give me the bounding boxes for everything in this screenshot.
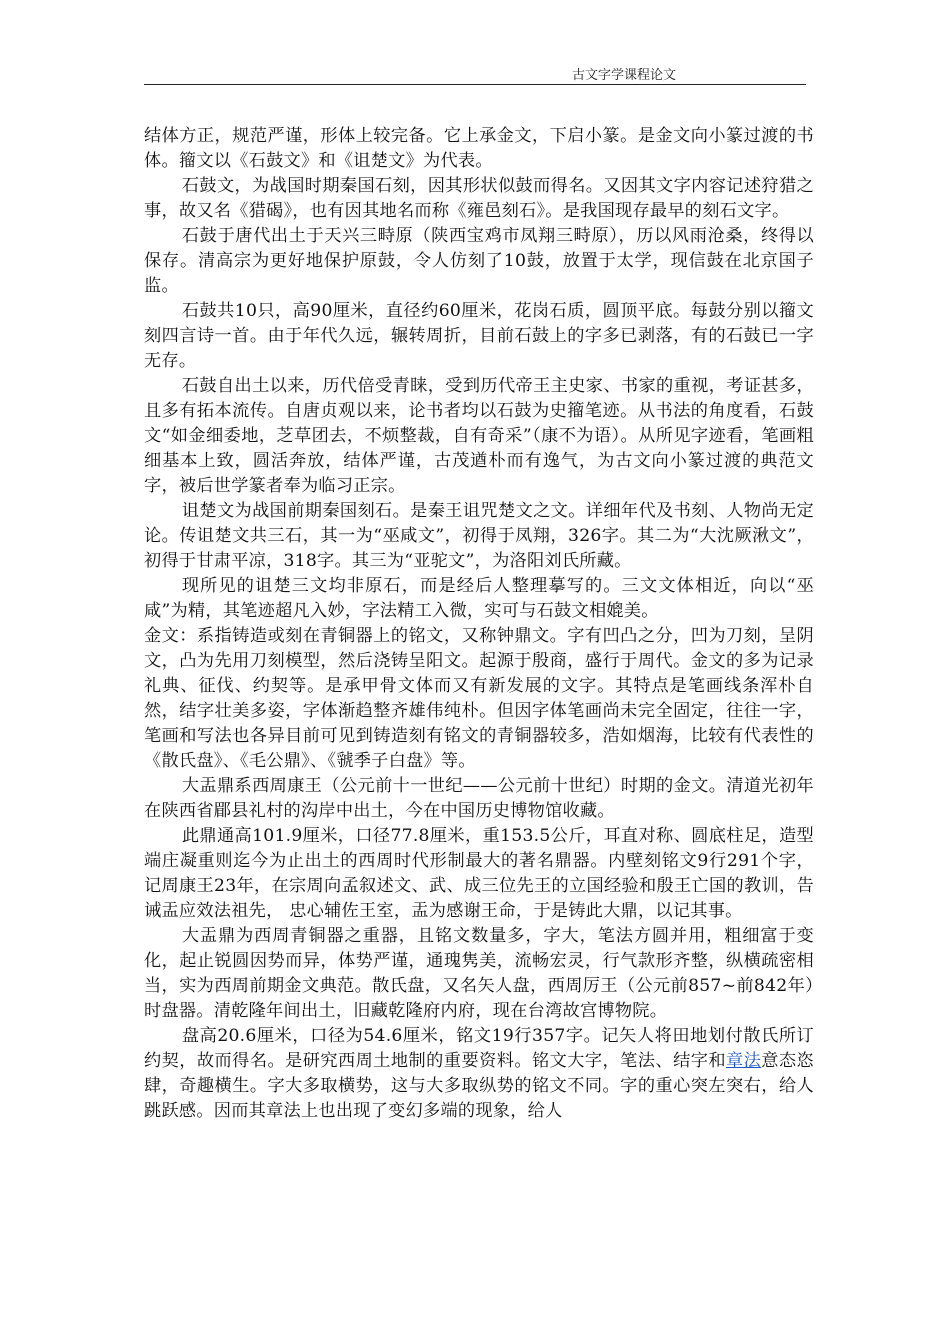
paragraph-with-link <box>144 1024 814 1124</box>
header-title: 古文字学课程论文 <box>571 68 676 83</box>
paragraph: 金文：系指铸造或刻在青铜器上的铭文，又称钟鼎文。字有凹凸之分，凹为刀刻，呈阴文，凸为先用刀刻模型，然后浇铸呈阳文。起源于殷商，盛行于周代。金文的多为记录礼典、征伐、约契等。是承甲骨文体而又有新发展的文字。其特点是笔画线条浑朴自然，结字壮美多姿，字体渐趋整齐雄伟纯朴。但因字体笔画尚未完全固定，往往一字，笔画和写法也各异目前可见到铸造刻有铭文的青铜器较多，浩如烟海，比较有代表性的《散氏盘》、《毛公鼎》、《虢季子白盘》等。 <box>144 626 814 771</box>
zhangfa-link[interactable]: 章法 <box>725 1051 762 1071</box>
paragraph: 石鼓自出土以来，历代倍受青睐，受到历代帝王主史家、书家的重视，考证甚多，且多有拓本流传。自唐贞观以来，论书者均以石鼓为史籀笔迹。从书法的角度看，石鼓文“如金细委地，芝草团去，不烦整裁，自有奇采”（康不为语）。从所见字迹看，笔画粗细基本上致，圆活奔放，结体严谨，古茂遒朴而有逸气，为古文向小篆过渡的典范文字，被后世学篆者奉为临习正宗。 <box>144 376 814 496</box>
paragraph-text: 意态恣肆，奇趣横生。字大多取横势，这与大多取纵势的铭文不同。字的重心突左突右，给人跳跃感。因而其章法上也出现了变幻多端的现象，给人 <box>144 1051 814 1121</box>
paragraph: 大盂鼎系西周康王（公元前十一世纪——公元前十世纪）时期的金文。清道光初年在陕西省郿县礼村的沟岸中出土，今在中国历史博物馆收藏。 <box>144 776 814 821</box>
paragraph: 石鼓共10只，高90厘米，直径约60厘米，花岗石质，圆顶平底。每鼓分别以籀文刻四言诗一首。由于年代久远，辗转周折，目前石鼓上的字多已剥落，有的石鼓已一字无存。 <box>144 301 814 371</box>
paragraph: 大盂鼎为西周青铜器之重器，且铭文数量多，字大，笔法方圆并用，粗细富于变化，起止锐圆因势而异，体势严谨，通瑰隽美，流畅宏灵，行气款形齐整，纵横疏密相当，实为西周前期金文典范。散氏盘，又名矢人盘，西周厉王（公元前857~前842年）时盘器。清乾隆年间出土，旧藏乾隆府内府，现在台湾故宫博物院。 <box>144 926 814 1021</box>
page-header <box>144 62 806 85</box>
paragraph: 现所见的诅楚三文均非原石，而是经后人整理摹写的。三文文体相近，向以“巫咸”为精，其笔迹超凡入妙，字法精工入微，实可与石鼓文相媲美。 <box>144 576 814 621</box>
paragraph: 结体方正，规范严谨，形体上较完备。它上承金文，下启小篆。是金文向小篆过渡的书体。籀文以《石鼓文》和《诅楚文》为代表。 <box>144 126 814 171</box>
paragraph: 石鼓文，为战国时期秦国石刻，因其形状似鼓而得名。又因其文字内容记述狩猎之事，故又名《猎碣》，也有因其地名而称《雍邑刻石》。是我国现存最早的刻石文字。 <box>144 176 814 221</box>
paragraph: 此鼎通高101.9厘米，口径77.8厘米，重153.5公斤，耳直对称、圆底柱足，造型端庄凝重则迄今为止出土的西周时代形制最大的著名鼎器。内壁刻铭文9行291个字，记周康王23年，在宗周向孟叙述文、武、成三位先王的立国经验和殷王亡国的教训，告诫盂应效法祖先， 忠心辅佐王室，盂为感谢王命，于是铸此大鼎，以记其事。 <box>144 826 814 921</box>
paragraph: 石鼓于唐代出土于天兴三畤原（陕西宝鸡市凤翔三畤原），历以风雨沧桑，终得以保存。清高宗为更好地保护原鼓，令人仿刻了10鼓，放置于太学，现信鼓在北京国子监。 <box>144 226 814 296</box>
paragraph-text: 盘高20.6厘米，口径为54.6厘米，铭文19行357字。记矢人将田地划付散氏所订约契，故而得名。是研究西周土地制的重要资料。铭文大字，笔法、结字和 <box>144 1026 814 1071</box>
document-body <box>144 124 814 1124</box>
paragraph: 诅楚文为战国前期秦国刻石。是秦王诅咒楚文之文。详细年代及书刻、人物尚无定论。传诅楚文共三石，其一为“巫咸文”，初得于凤翔，326字。其二为“大沈厥湫文”，初得于甘肃平凉，318字。其三为“亚驼文”，为洛阳刘氏所藏。 <box>144 501 814 571</box>
